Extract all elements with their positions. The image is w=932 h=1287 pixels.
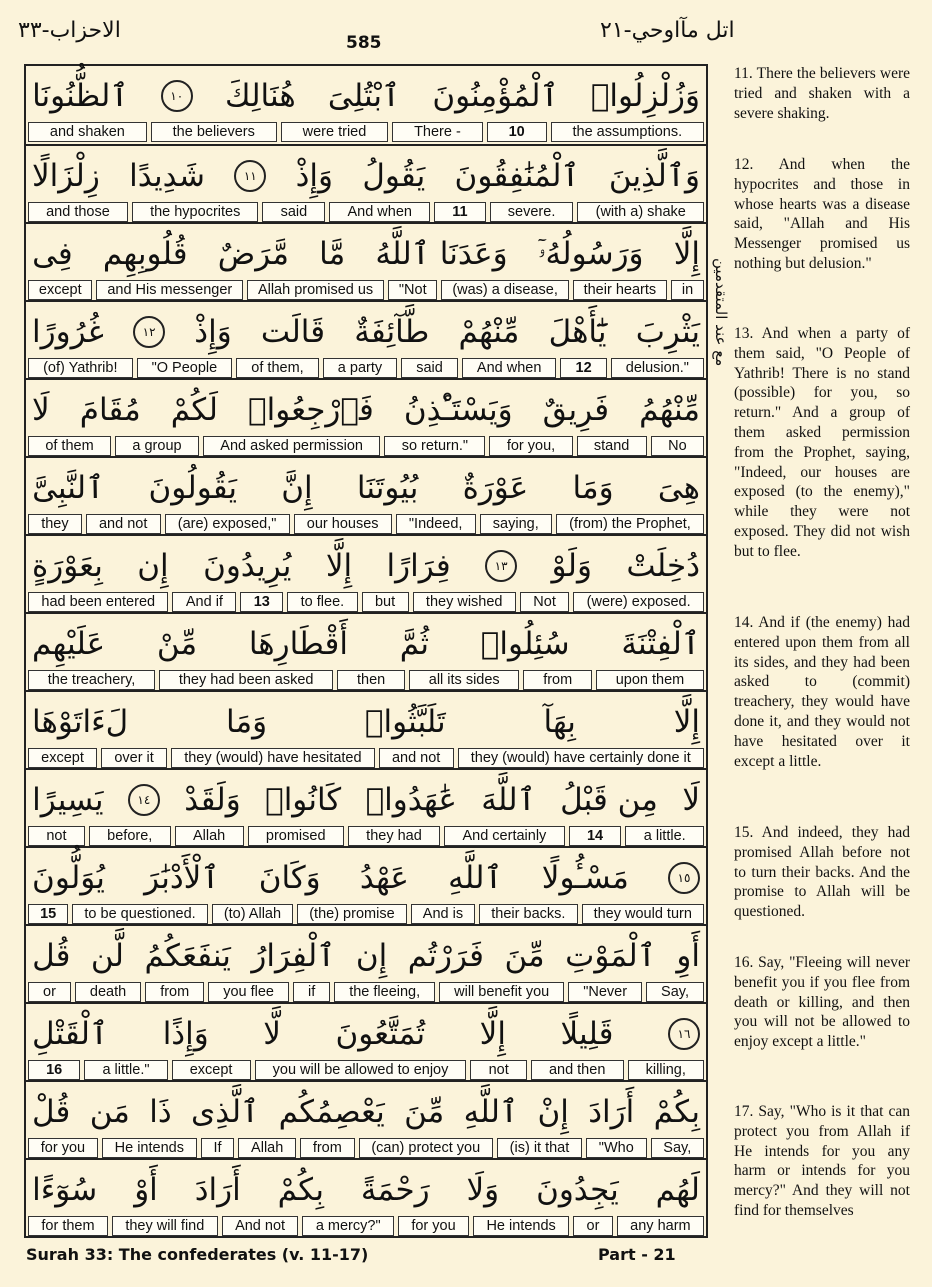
arabic-word: غُرُورًا [32,314,104,350]
word-translation-cell: if [293,982,330,1002]
word-translation-cell: If [201,1138,235,1158]
verse-marker: ١١ [234,160,266,192]
arabic-line [32,150,700,202]
word-translation-cell: (of) Yathrib! [28,358,133,378]
word-translation-cell: and not [86,514,161,534]
arabic-word: وَلَا [466,1172,500,1208]
translation-line [26,280,706,300]
word-translation-cell: over it [101,748,167,768]
word-translation-cell: a mercy?" [302,1216,394,1236]
arabic-word: يَجِدُونَ [536,1172,619,1208]
translation-line [26,1060,706,1080]
arabic-word: قُلْ [32,1094,71,1130]
word-translation-cell: they will find [112,1216,218,1236]
word-translation-cell: except [28,748,97,768]
word-translation-cell: a group [115,436,199,456]
arabic-word: يَعْصِمُكُم [278,1094,385,1130]
arabic-word: وَعَدَنَا ٱللَّهُ [375,236,508,272]
word-translation-cell: And is [411,904,475,924]
arabic-word: ٱبْتُلِىَ [327,78,401,114]
verse-row [26,534,706,614]
word-translation-cell: (can) protect you [359,1138,493,1158]
arabic-word: لَّن [90,938,124,974]
arabic-line [32,70,700,122]
arabic-word: يَقُولُ [362,158,426,194]
translation-line [26,202,706,222]
arabic-word: عَٰهَدُوا۟ [365,782,457,818]
arabic-line [32,696,700,748]
word-translation-cell: you flee [208,982,289,1002]
word-translation-cell: their hearts [573,280,667,300]
word-translation-cell: Allah [238,1138,296,1158]
word-translation-cell: (are) exposed," [165,514,290,534]
translation-line [26,982,706,1002]
word-translation-cell: (the) promise [297,904,407,924]
verse-row [26,456,706,536]
word-translation-cell: death [75,982,141,1002]
verse-row [26,66,706,144]
word-translation-cell: killing, [628,1060,705,1080]
arabic-word: أَقْطَارِهَا [248,626,348,662]
word-translation-cell: they (would) have hesitated [171,748,375,768]
arabic-word: يُوَلُّونَ [32,860,105,896]
arabic-line [32,774,700,826]
arabic-line [32,1086,700,1138]
arabic-word: قُلُوبِهِم [102,236,188,272]
arabic-word: أَرَادَ [588,1094,635,1130]
word-translation-cell: He intends [102,1138,197,1158]
translation-line [26,514,706,534]
word-translation-cell: And when [329,202,430,222]
arabic-word: عَلَيْهِم [32,626,106,662]
arabic-word: يَنفَعَكُمُ [144,938,231,974]
word-translation-cell: our houses [294,514,392,534]
verse-row [26,924,706,1004]
arabic-word: فِى [32,236,73,272]
arabic-word: مِّنَ [504,938,545,974]
arabic-word: لَهُم [655,1172,700,1208]
word-translation-cell: and shaken [28,122,147,142]
verse-marker: ١٤ [128,784,160,816]
word-translation-cell: saying, [480,514,552,534]
word-translation-cell: for them [28,1216,108,1236]
translation-verse-12: 12. And when the hypocrites and those in whose hearts was a disease said, "Allah and His Messenger promised us nothing but delusion." [734,156,910,272]
word-translation-cell: from [300,1138,355,1158]
verse-row [26,1002,706,1082]
verse-row [26,222,706,302]
verse-row [26,144,706,224]
word-translation-cell: No [651,436,704,456]
word-translation-cell: a little. [625,826,704,846]
translation-verse-14: 14. And if (the enemy) had entered upon them from all its sides, and they had been asked to (commit) treachery, they would have done it, and they would not have hesitated over it except a little. [734,614,910,770]
translation-verse-13: 13. And when a party of them said, "O People of Yathrib! There is no stand (possible) for you, so return." And a group of them asked permission from the Prophet, saying, "Indeed, our houses are exposed (to the enemy)," while they were not exposed. They did not wish but to flee. [734,325,910,560]
arabic-word: إِن [355,938,388,974]
arabic-word: ٱلْمُؤْمِنُونَ [432,78,559,114]
word-translation-cell: There - [392,122,483,142]
arabic-word: بِعَوْرَةٍ [32,548,103,584]
word-translation-cell: the hypocrites [132,202,259,222]
word-translation-cell: except [28,280,92,300]
translation-verse-16: 16. Say, "Fleeing will never benefit you if you flee from death or killing, and then you will not be allowed to enjoy except a little." [734,954,910,1051]
arabic-word: مِّنْهُمْ [458,314,520,350]
arabic-word: وَإِذًا [162,1016,209,1052]
arabic-word: وَيَسْتَـْٔذِنُ [403,392,513,428]
arabic-word: ٱلْأَدْبَٰرَ [144,860,220,896]
verse-row [26,1158,706,1238]
arabic-word: إِن [137,548,169,584]
word-translation-cell: or [573,1216,613,1236]
verse-row [26,300,706,380]
arabic-word: مَّرَضٌ [217,236,289,272]
arabic-word: لَا [32,392,50,428]
word-translation-cell: said [401,358,458,378]
word-translation-cell: not [470,1060,526,1080]
arabic-word: ٱللَّهِ [448,860,503,896]
word-translation-cell: (to) Allah [212,904,293,924]
word-translation-cell: and His messenger [96,280,243,300]
arabic-word: فَرَرْتُم [407,938,484,974]
word-translation-cell: delusion." [611,358,704,378]
word-translation-cell: and then [531,1060,624,1080]
word-translation-cell: "Never [568,982,642,1002]
translation-line [26,1138,706,1158]
word-translation-cell: (from) the Prophet, [556,514,704,534]
word-translation-cell: "Who [586,1138,646,1158]
word-translation-cell: He intends [473,1216,569,1236]
word-translation-cell: had been entered [28,592,168,612]
word-translation-cell: severe. [490,202,574,222]
word-translation-cell: the fleeing, [334,982,435,1002]
word-translation-cell: in [671,280,704,300]
arabic-word: أَرَادَ [194,1172,241,1208]
arabic-word: يَسِيرًا [32,782,104,818]
word-translation-cell: a party [323,358,397,378]
word-translation-cell: or [28,982,71,1002]
word-translation-cell: of them [28,436,111,456]
verse-number-cell: 14 [569,826,622,846]
word-translation-cell: and those [28,202,128,222]
translation-line [26,904,706,924]
arabic-word: رَحْمَةً [360,1172,430,1208]
arabic-word: مِّنْ [156,626,198,662]
translation-verse-11: 11. There the believers were tried and shaken with a severe shaking. [734,65,910,122]
word-translation-cell: (with a) shake [577,202,704,222]
arabic-line [32,462,700,514]
word-translation-cell: they (would) have certainly done it [458,748,704,768]
word-translation-cell: before, [89,826,171,846]
arabic-word: يَثْرِبَ [635,314,700,350]
arabic-word: قُل [32,938,71,974]
arabic-word: مَسْـُٔولًا [541,860,629,896]
arabic-word: مَن [89,1094,130,1130]
arabic-line [32,540,700,592]
word-translation-cell: (is) it that [497,1138,582,1158]
word-translation-cell: And not [222,1216,299,1236]
verse-row [26,378,706,458]
arabic-word: لَّا [263,1016,281,1052]
arabic-word: هُنَالِكَ [224,78,296,114]
translation-verse-15: 15. And indeed, they had promised Allah before not to turn their backs. And the promise to Allah will be questioned. [734,824,910,921]
verse-marker: ١٦ [668,1018,700,1050]
word-translation-cell: so return." [384,436,485,456]
word-translation-cell: will benefit you [439,982,564,1002]
arabic-word: تُمَتَّعُونَ [335,1016,426,1052]
arabic-word: بِهَآ [543,704,576,740]
word-translation-cell: they would turn [582,904,705,924]
word-translation-cell: they [28,514,82,534]
arabic-line [32,306,700,358]
arabic-word: فِرَارًا [386,548,451,584]
word-translation-cell: the assumptions. [551,122,704,142]
arabic-word: إِلَّا [479,1016,506,1052]
translation-line [26,670,706,690]
arabic-word: أَوْ [134,1172,158,1208]
verse-marker: ١٠ [161,80,193,112]
arabic-word: ذَا [149,1094,172,1130]
arabic-line [32,228,700,280]
word-translation-cell: but [362,592,409,612]
arabic-word: ٱلْمَوْتِ [565,938,656,974]
verse-row [26,1080,706,1160]
verse-marker: ١٣ [485,550,517,582]
arabic-word: إِلَّا [325,548,353,584]
page-number: 585 [346,33,382,53]
word-translation-cell: except [172,1060,251,1080]
verse-number-cell: 13 [240,592,283,612]
verse-number-cell: 16 [28,1060,80,1080]
arabic-word: مِن قَبْلُ [560,782,658,818]
word-translation-cell: Not [520,592,569,612]
word-translation-cell: Say, [646,982,704,1002]
word-translation-cell: to be questioned. [72,904,207,924]
translation-line [26,358,706,378]
arabic-word: يُرِيدُونَ [203,548,292,584]
arabic-word: ثُمَّ [399,626,429,662]
arabic-word: لَءَاتَوْهَا [32,704,129,740]
arabic-word: شَدِيدًا [129,158,205,194]
word-translation-cell: they had [348,826,440,846]
arabic-word: سُئِلُوا۟ [480,626,570,662]
word-translation-cell: the treachery, [28,670,155,690]
translation-line [26,826,706,846]
word-translation-cell: "Indeed, [396,514,476,534]
arabic-word: وَمَا [226,704,268,740]
word-translation-cell: (were) exposed. [573,592,704,612]
word-translation-cell: Say, [651,1138,704,1158]
arabic-word: مَّا [319,236,346,272]
arabic-word: عَوْرَةٌ [462,470,529,506]
verse-number-cell: 10 [487,122,547,142]
verse-marker: ١٥ [668,862,700,894]
word-translation-cell: they wished [413,592,516,612]
arabic-word: أَوِ [676,938,700,974]
word-translation-cell: they had been asked [159,670,333,690]
arabic-word: ٱلَّذِى [191,1094,260,1130]
arabic-word: مِّنْهُمُ [639,392,700,428]
footer-part: Part - 21 [598,1245,676,1264]
arabic-word: وَكَانَ [258,860,321,896]
verse-row [26,612,706,692]
word-translation-cell: all its sides [409,670,519,690]
arabic-word: وَإِذْ [194,314,232,350]
word-translation-cell: any harm [617,1216,704,1236]
word-translation-cell: for you [398,1216,469,1236]
arabic-word: لَكُمْ [170,392,218,428]
arabic-word: مُقَامَ [79,392,141,428]
arabic-word: ٱلْقَتْلِ [32,1016,109,1052]
arabic-word: بِكُمْ [277,1172,324,1208]
word-translation-cell: the believers [151,122,277,142]
verse-number-cell: 11 [434,202,486,222]
arabic-word: إِنْ [537,1094,569,1130]
word-translation-cell: for you, [489,436,572,456]
word-translation-cell: upon them [596,670,704,690]
arabic-word: كَانُوا۟ [265,782,342,818]
arabic-word: طَّآئِفَةٌ [354,314,430,350]
arabic-word: يَقُولُونَ [148,470,238,506]
arabic-word: بُيُوتَنَا [356,470,419,506]
word-translation-cell: of them, [236,358,318,378]
arabic-word: وَرَسُولُهُۥٓ [537,235,644,272]
word-translation-cell: "O People [137,358,233,378]
verse-marker: ١٢ [133,316,165,348]
word-translation-cell: said [262,202,325,222]
arabic-word: إِلَّا [673,704,700,740]
word-translation-cell: were tried [281,122,388,142]
arabic-word: فَٱرْجِعُوا۟ [248,392,374,428]
arabic-word: ٱلْمُنَٰفِقُونَ [454,158,580,194]
word-translation-cell: not [28,826,85,846]
header-surah-name: الاحزاب-٣٣ [18,18,121,43]
word-translation-cell: their backs. [479,904,577,924]
translation-line [26,1216,706,1236]
arabic-word: يَٰٓأَهْلَ [548,314,607,350]
arabic-word: بِكُمْ [653,1094,700,1130]
translation-verse-17: 17. Say, "Who is it that can protect you from Allah if He intends for you any harm or intends for you mercy?" And they will not find for themselves [734,1103,910,1219]
arabic-word: هِىَ [657,470,700,506]
arabic-line [32,1164,700,1216]
word-translation-cell: to flee. [287,592,357,612]
word-translation-cell: And when [462,358,557,378]
side-margin [704,64,732,624]
arabic-word: سُوٓءًا [32,1172,98,1208]
word-translation-cell: a little." [84,1060,167,1080]
arabic-line [32,618,700,670]
word-translation-cell: then [337,670,405,690]
word-translation-cell: And certainly [444,826,564,846]
arabic-word: ٱللَّهَ [481,782,536,818]
word-translation-cell: and not [379,748,454,768]
arabic-word: إِلَّا [673,236,700,272]
arabic-word: زِلْزَالًا [32,158,100,194]
arabic-word: فَرِيقٌ [542,392,610,428]
arabic-word: وَلَقَدْ [184,782,241,818]
arabic-word: إِنَّ [281,470,313,506]
word-translation-cell: from [523,670,592,690]
arabic-word: ٱلْفِتْنَةَ [621,626,700,662]
translation-line [26,592,706,612]
arabic-word: قَالَت [260,314,326,350]
arabic-word: وَمَا [572,470,614,506]
word-translation-cell: Allah promised us [247,280,384,300]
arabic-word: قَلِيلًا [560,1016,614,1052]
arabic-word: دُخِلَتْ [626,548,700,584]
word-translation-cell: you will be allowed to enjoy [255,1060,467,1080]
word-translation-cell: "Not [388,280,437,300]
translation-line [26,122,706,142]
word-translation-cell: (was) a disease, [441,280,568,300]
verse-number-cell: 15 [28,904,68,924]
arabic-line [32,384,700,436]
arabic-word: وَلَوْ [551,548,592,584]
footer-surah: Surah 33: The confederates (v. 11-17) [26,1245,369,1264]
arabic-word: ٱلظُّنُونَا [32,78,129,114]
word-translation-cell: promised [248,826,344,846]
arabic-word: تَلَبَّثُوا۟ [364,704,446,740]
verse-number-cell: 12 [560,358,606,378]
arabic-word: وَإِذْ [295,158,333,194]
word-translation-cell: And if [172,592,236,612]
side-note: مع عند المتقدمين [712,258,730,367]
arabic-word: ٱلْفِرَارُ [251,938,336,974]
arabic-line [32,852,700,904]
word-translation-cell: And asked permission [203,436,380,456]
translation-line [26,436,706,456]
arabic-word: وَزُلْزِلُوا۟ [590,78,700,114]
word-translation-cell: from [145,982,204,1002]
arabic-line [32,1008,700,1060]
word-translation-cell: for you [28,1138,98,1158]
arabic-word: مِّنَ [404,1094,445,1130]
verse-row [26,846,706,926]
header-part-name: اتل مآاوحي-٢١ [600,18,735,43]
translation-line [26,748,706,768]
word-translation-cell: stand [577,436,647,456]
arabic-word: ٱلنَّبِىَّ [32,470,105,506]
verse-row [26,768,706,848]
arabic-word: لَا [682,782,700,818]
word-translation-cell: Allah [175,826,244,846]
arabic-word: ٱللَّهِ [463,1094,519,1130]
arabic-word: عَهْدُ [359,860,409,896]
verse-row [26,690,706,770]
arabic-line [32,930,700,982]
arabic-word: وَٱلَّذِينَ [608,158,700,194]
word-by-word-grid [24,64,708,1238]
